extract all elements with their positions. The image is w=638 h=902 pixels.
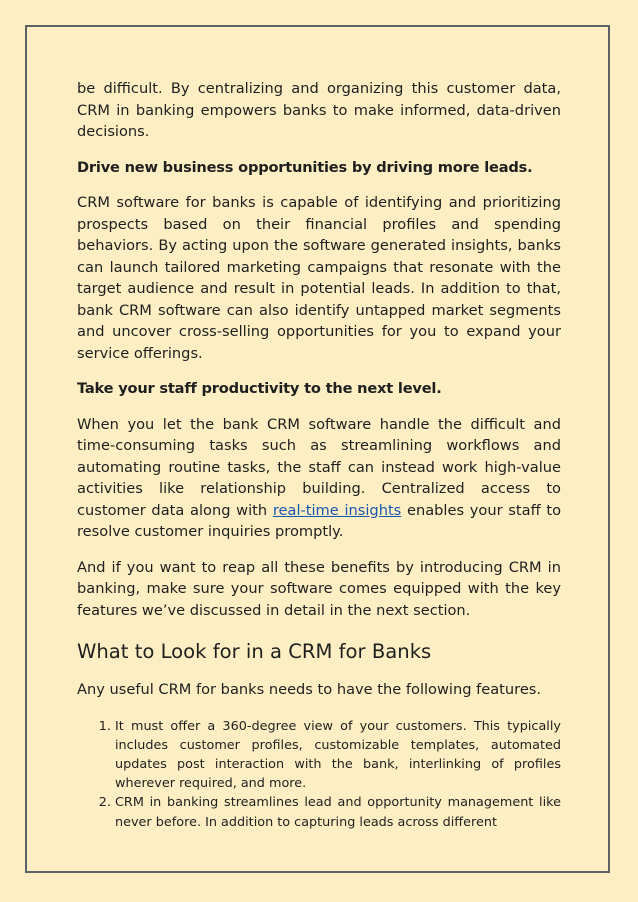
leads-paragraph: CRM software for banks is capable of identifying and prioritizing prospects based on their financial profiles and spending behaviors. By acting upon the software generated insights, banks can launch tailored marketing campaigns that resonate with the target audience and result in potential leads. In addition to that, bank CRM software can also identify untapped market segments and uncover cross-selling opportunities for you to expand your service offerings. (77, 194, 561, 362)
section-title: What to Look for in a CRM for Banks (77, 640, 432, 663)
real-time-insights-link[interactable]: real-time insights (272, 501, 402, 519)
section-intro: Any useful CRM for banks needs to have the following features. (77, 681, 542, 698)
productivity-text-after-link: enables your staff to resolve customer inquiries promptly. (77, 501, 561, 540)
list-item: 2. CRM in banking streamlines lead and opportunity management like never before. In addition to capturing leads across different (115, 793, 561, 831)
productivity-paragraph (77, 414, 561, 543)
list-item: 1. It must offer a 360-degree view of your customers. This typically includes customer profiles, customizable templates, automated updates post interaction with the bank, interlinking of profiles wherever required, and more. (115, 717, 561, 794)
document-body (77, 78, 561, 832)
features-list (77, 717, 561, 832)
productivity-heading: Take your staff productivity to the next level. (77, 380, 442, 397)
productivity-text-before-link: When you let the bank CRM software handle the difficult and time-consuming tasks such as streamlining workflows and automating routine tasks, the staff can instead work high-value activities like relationship building. Centralized access to customer data along with (77, 415, 561, 519)
benefits-paragraph: And if you want to reap all these benefits by introducing CRM in banking, make sure your software comes equipped with the key features we’ve discussed in detail in the next section. (77, 558, 561, 619)
intro-end-paragraph: be difficult. By centralizing and organizing this customer data, CRM in banking empowers banks to make informed, data-driven decisions. (77, 80, 561, 140)
leads-heading: Drive new business opportunities by driving more leads. (77, 158, 533, 176)
